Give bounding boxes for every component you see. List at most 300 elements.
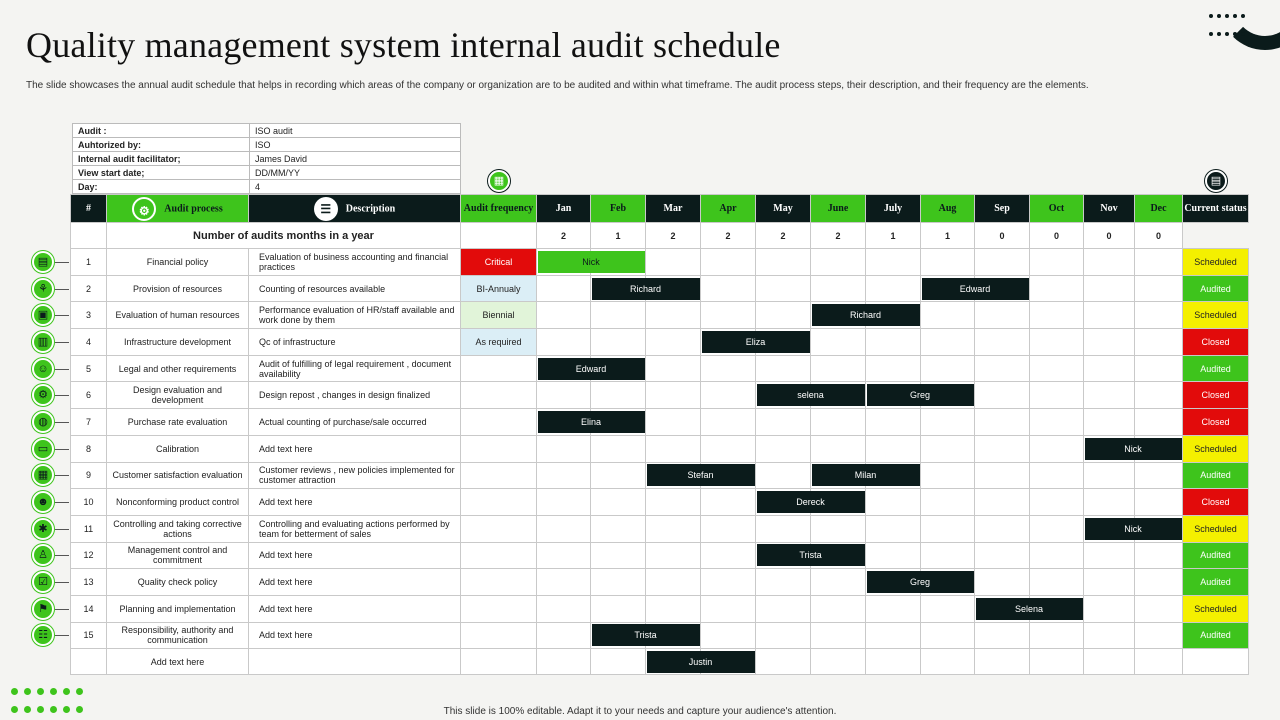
audit-process-cell: Nonconforming product control [107, 489, 249, 516]
month-cell [701, 542, 756, 569]
month-cell [756, 249, 811, 276]
table-row [71, 409, 1249, 436]
month-cell [1084, 489, 1135, 516]
status-cell: Closed [1183, 329, 1249, 356]
description-cell: Evaluation of business accounting and financial practices [249, 249, 461, 276]
month-cell [701, 382, 756, 409]
frequency-cell [461, 622, 537, 649]
month-cell [921, 515, 975, 542]
month-cell [975, 489, 1030, 516]
description-cell: Actual counting of purchase/sale occurred [249, 409, 461, 436]
description-cell: Controlling and evaluating actions performed by team for betterment of sales [249, 515, 461, 542]
connector-line [55, 609, 69, 610]
connector-line [55, 582, 69, 583]
month-cell [811, 275, 866, 302]
month-cell [756, 569, 811, 596]
frequency-cell: Biennial [461, 302, 537, 329]
month-cell [1135, 355, 1183, 382]
info-row [73, 138, 461, 152]
month-cell [1084, 275, 1135, 302]
month-cell [811, 622, 866, 649]
month-header: June [811, 195, 866, 223]
connector-line [55, 555, 69, 556]
month-cell [1030, 302, 1084, 329]
status-cell: Audited [1183, 622, 1249, 649]
month-cell [646, 569, 701, 596]
month-cell [1135, 382, 1183, 409]
month-cell [591, 435, 646, 462]
month-header: Jan [537, 195, 591, 223]
connector-line [55, 369, 69, 370]
month-cell [866, 355, 921, 382]
schedule-bar[interactable]: Eliza [702, 331, 810, 353]
schedule-bar[interactable]: Selena [976, 598, 1083, 620]
month-cell [811, 515, 866, 542]
month-count: 0 [1084, 223, 1135, 249]
month-cell [646, 435, 701, 462]
month-count: 0 [975, 223, 1030, 249]
month-cell [1084, 382, 1135, 409]
month-cell [537, 435, 591, 462]
schedule-bar[interactable]: Milan [812, 464, 920, 486]
status-cell: Closed [1183, 489, 1249, 516]
month-cell [811, 329, 866, 356]
month-cell [975, 569, 1030, 596]
month-cell [921, 542, 975, 569]
status-cell: Scheduled [1183, 595, 1249, 622]
schedule-bar[interactable]: Richard [812, 304, 920, 326]
header-description: ☰ Description [249, 195, 461, 223]
month-cell [1030, 249, 1084, 276]
connector-line [55, 289, 69, 290]
month-cell [811, 435, 866, 462]
month-cell [866, 649, 921, 675]
info-row [73, 180, 461, 194]
status-cell: Scheduled [1183, 302, 1249, 329]
calendar-icon: ▦ [488, 170, 510, 192]
month-cell [591, 489, 646, 516]
month-cell [975, 515, 1030, 542]
month-header: Oct [1030, 195, 1084, 223]
month-cell [1030, 649, 1084, 675]
schedule-bar[interactable]: Stefan [647, 464, 755, 486]
frequency-cell: BI-Annualy [461, 275, 537, 302]
month-cell [975, 249, 1030, 276]
month-cell [1135, 595, 1183, 622]
month-cell [975, 409, 1030, 436]
month-cell [756, 515, 811, 542]
info-key: Internal audit facilitator; [73, 152, 250, 166]
month-cell [1030, 409, 1084, 436]
month-cell [537, 302, 591, 329]
document-icon: ▤ [32, 251, 54, 273]
month-cell [756, 649, 811, 675]
month-cell [591, 569, 646, 596]
month-cell [537, 275, 591, 302]
flag-icon: ⚑ [32, 598, 54, 620]
row-number: 11 [71, 515, 107, 542]
list-icon: ☰ [314, 197, 338, 221]
month-cell [1135, 302, 1183, 329]
month-cell [1135, 249, 1183, 276]
month-cell [591, 649, 646, 675]
month-cell [1084, 622, 1135, 649]
row-number: 6 [71, 382, 107, 409]
meter-icon: ▭ [32, 438, 54, 460]
month-cell [1030, 329, 1084, 356]
group-icon: ☷ [32, 624, 54, 646]
description-cell: Performance evaluation of HR/staff available and work done by them [249, 302, 461, 329]
month-cell [537, 489, 591, 516]
frequency-cell [461, 489, 537, 516]
month-cell [866, 249, 921, 276]
audit-process-cell: Add text here [107, 649, 249, 675]
month-cell [975, 302, 1030, 329]
checklist-icon: ☑ [32, 571, 54, 593]
month-cell [1135, 489, 1183, 516]
month-cell [537, 382, 591, 409]
month-cell [646, 409, 701, 436]
cart-icon: ◍ [32, 411, 54, 433]
frequency-cell [461, 382, 537, 409]
month-cell [921, 595, 975, 622]
month-cell [1084, 302, 1135, 329]
status-cell: Closed [1183, 382, 1249, 409]
connector-line [55, 529, 69, 530]
people-icon: ☺ [32, 358, 54, 380]
month-cell [1084, 595, 1135, 622]
month-cell [537, 462, 591, 489]
month-cell [1084, 249, 1135, 276]
info-key: View start date; [73, 166, 250, 180]
month-cell [1030, 435, 1084, 462]
month-header: Feb [591, 195, 646, 223]
month-cell [866, 329, 921, 356]
info-value: James David [250, 152, 461, 166]
row-number: 4 [71, 329, 107, 356]
schedule-bar[interactable]: Nick [538, 251, 645, 273]
month-cell [866, 595, 921, 622]
month-cell [811, 249, 866, 276]
month-cell [1135, 329, 1183, 356]
month-header: Mar [646, 195, 701, 223]
row-number: 1 [71, 249, 107, 276]
user-icon: ☻ [32, 491, 54, 513]
schedule-bar[interactable]: Trista [757, 544, 865, 566]
schedule-bar[interactable]: Elina [538, 411, 645, 433]
month-cell [1030, 462, 1084, 489]
footer-note: This slide is 100% editable. Adapt it to your needs and capture your audience's attention. [443, 706, 837, 717]
month-cell [756, 355, 811, 382]
month-count: 1 [921, 223, 975, 249]
month-cell [1030, 489, 1084, 516]
connector-line [55, 342, 69, 343]
month-cell [701, 409, 756, 436]
status-cell: Scheduled [1183, 515, 1249, 542]
status-cell: Audited [1183, 569, 1249, 596]
table-row [71, 355, 1249, 382]
row-number: 2 [71, 275, 107, 302]
status-cell: Audited [1183, 355, 1249, 382]
month-cell [975, 649, 1030, 675]
frequency-cell: Critical [461, 249, 537, 276]
month-cell [701, 515, 756, 542]
month-cell [756, 622, 811, 649]
month-cell [1135, 409, 1183, 436]
month-cell [701, 302, 756, 329]
month-cell [866, 489, 921, 516]
month-cell [866, 622, 921, 649]
document-icon: ▤ [1205, 170, 1227, 192]
month-cell [1084, 462, 1135, 489]
schedule-bar[interactable]: Greg [867, 384, 974, 406]
row-number: 10 [71, 489, 107, 516]
month-cell [921, 649, 975, 675]
month-cell [975, 355, 1030, 382]
audit-process-cell: Controlling and taking corrective actions [107, 515, 249, 542]
month-cell [756, 275, 811, 302]
description-cell [249, 649, 461, 675]
info-value: ISO [250, 138, 461, 152]
month-cell [756, 409, 811, 436]
month-header: Dec [1135, 195, 1183, 223]
month-cell [591, 329, 646, 356]
audit-process-cell: Design evaluation and development [107, 382, 249, 409]
month-cell [591, 515, 646, 542]
row-number: 3 [71, 302, 107, 329]
month-cell [975, 542, 1030, 569]
table-row [71, 542, 1249, 569]
month-cell [975, 462, 1030, 489]
month-cell [701, 249, 756, 276]
frequency-cell [461, 649, 537, 675]
month-cell [537, 515, 591, 542]
manager-icon: ♙ [32, 544, 54, 566]
month-cell [921, 489, 975, 516]
month-cell [646, 329, 701, 356]
month-cell [537, 649, 591, 675]
month-cell [866, 409, 921, 436]
month-cell [701, 489, 756, 516]
month-cell [1135, 569, 1183, 596]
info-row [73, 124, 461, 138]
schedule-bar[interactable]: Greg [867, 571, 974, 593]
month-cell [701, 355, 756, 382]
info-row [73, 166, 461, 180]
month-cell [756, 462, 811, 489]
header-audit-process: ⚙ Audit process [107, 195, 249, 223]
month-cell [646, 542, 701, 569]
audit-process-cell: Calibration [107, 435, 249, 462]
month-header: Nov [1084, 195, 1135, 223]
frequency-cell: As required [461, 329, 537, 356]
month-cell [537, 595, 591, 622]
month-cell [537, 329, 591, 356]
month-cell [756, 302, 811, 329]
month-cell [591, 542, 646, 569]
month-cell [646, 355, 701, 382]
schedule-bar[interactable]: Richard [592, 278, 700, 300]
schedule-bar[interactable]: Nick [1085, 518, 1182, 540]
frequency-cell [461, 355, 537, 382]
connector-line [55, 449, 69, 450]
table-row [71, 302, 1249, 329]
month-count: 2 [646, 223, 701, 249]
month-cell [811, 409, 866, 436]
audit-process-cell: Legal and other requirements [107, 355, 249, 382]
clipboard-icon: ▣ [32, 304, 54, 326]
description-cell: Customer reviews , new policies implemented for customer attraction [249, 462, 461, 489]
audit-process-cell: Infrastructure development [107, 329, 249, 356]
status-cell: Audited [1183, 275, 1249, 302]
info-key: Audit : [73, 124, 250, 138]
month-cell [646, 515, 701, 542]
frequency-cell [461, 542, 537, 569]
schedule-bar[interactable]: Edward [538, 358, 645, 380]
month-cell [1084, 329, 1135, 356]
month-cell [1135, 542, 1183, 569]
schedule-bar[interactable]: Justin [647, 651, 755, 673]
audit-process-cell: Customer satisfaction evaluation [107, 462, 249, 489]
month-cell [866, 542, 921, 569]
building-icon: ▥ [32, 331, 54, 353]
description-cell: Add text here [249, 435, 461, 462]
settings-icon: ⚙ [32, 384, 54, 406]
table-row [71, 435, 1249, 462]
audit-process-cell: Responsibility, authority and communication [107, 622, 249, 649]
month-cell [921, 435, 975, 462]
status-cell: Scheduled [1183, 435, 1249, 462]
schedule-bar[interactable]: Dereck [757, 491, 865, 513]
month-cell [975, 622, 1030, 649]
description-cell: Design repost , changes in design finalized [249, 382, 461, 409]
month-cell [646, 489, 701, 516]
page-subtitle: The slide showcases the annual audit schedule that helps in recording which areas of the company or organization are to be audited and within what timeframe. The audit process steps, their description, and their frequency are the elements. [26, 80, 1089, 91]
connector-line [55, 475, 69, 476]
month-count: 2 [811, 223, 866, 249]
month-cell [756, 595, 811, 622]
schedule-bar[interactable]: Edward [922, 278, 1029, 300]
audit-process-cell: Provision of resources [107, 275, 249, 302]
month-cell [866, 435, 921, 462]
month-cell [1084, 409, 1135, 436]
month-cell [591, 462, 646, 489]
frequency-cell [461, 569, 537, 596]
frequency-cell [461, 595, 537, 622]
month-cell [975, 329, 1030, 356]
month-cell [1135, 462, 1183, 489]
month-cell [646, 382, 701, 409]
table-row [71, 249, 1249, 276]
schedule-bar[interactable]: Nick [1085, 438, 1182, 460]
month-count: 2 [756, 223, 811, 249]
table-row [71, 515, 1249, 542]
info-value: ISO audit [250, 124, 461, 138]
month-cell [591, 382, 646, 409]
month-cell [1135, 275, 1183, 302]
month-cell [1084, 569, 1135, 596]
month-cell [921, 329, 975, 356]
summary-label: Number of audits months in a year [107, 223, 461, 249]
month-cell [537, 542, 591, 569]
connector-line [55, 395, 69, 396]
info-value: 4 [250, 180, 461, 194]
row-number: 7 [71, 409, 107, 436]
month-cell [975, 435, 1030, 462]
description-cell: Counting of resources available [249, 275, 461, 302]
header-current-status: Current status [1183, 195, 1249, 223]
audit-process-cell: Management control and commitment [107, 542, 249, 569]
row-number: 9 [71, 462, 107, 489]
header-num: # [71, 195, 107, 223]
connector-line [55, 422, 69, 423]
row-number: 12 [71, 542, 107, 569]
network-icon: ⚘ [32, 278, 54, 300]
month-cell [921, 409, 975, 436]
audit-process-cell: Evaluation of human resources [107, 302, 249, 329]
team-icon: ✱ [32, 518, 54, 540]
month-header: Sep [975, 195, 1030, 223]
status-cell: Closed [1183, 409, 1249, 436]
row-number: 8 [71, 435, 107, 462]
dots-decoration [1207, 6, 1247, 42]
info-key: Day: [73, 180, 250, 194]
month-cell [1084, 542, 1135, 569]
description-cell: Add text here [249, 542, 461, 569]
month-count: 2 [537, 223, 591, 249]
info-key: Auhtorized by: [73, 138, 250, 152]
description-cell: Add text here [249, 569, 461, 596]
month-cell [866, 515, 921, 542]
description-cell: Audit of fulfilling of legal requirement , document availability [249, 355, 461, 382]
month-count: 1 [866, 223, 921, 249]
description-cell: Add text here [249, 489, 461, 516]
info-row [73, 152, 461, 166]
connector-line [55, 262, 69, 263]
info-value: DD/MM/YY [250, 166, 461, 180]
status-cell: Audited [1183, 462, 1249, 489]
grid-icon: ▦ [32, 464, 54, 486]
month-cell [701, 595, 756, 622]
month-cell [1135, 649, 1183, 675]
month-cell [701, 275, 756, 302]
month-count: 0 [1030, 223, 1084, 249]
month-cell [591, 595, 646, 622]
month-cell [1030, 515, 1084, 542]
month-cell [1030, 275, 1084, 302]
month-cell [701, 435, 756, 462]
month-cell [1030, 382, 1084, 409]
row-number: 15 [71, 622, 107, 649]
month-cell [921, 302, 975, 329]
schedule-bar[interactable]: Trista [592, 624, 700, 646]
month-cell [646, 249, 701, 276]
audit-process-cell: Planning and implementation [107, 595, 249, 622]
month-cell [537, 569, 591, 596]
month-cell [921, 462, 975, 489]
month-count: 2 [701, 223, 756, 249]
month-cell [1030, 569, 1084, 596]
month-cell [646, 302, 701, 329]
month-cell [975, 382, 1030, 409]
month-cell [866, 275, 921, 302]
frequency-cell [461, 462, 537, 489]
month-cell [1030, 622, 1084, 649]
audit-info-table [72, 123, 461, 194]
schedule-bar[interactable]: selena [757, 384, 865, 406]
month-cell [646, 595, 701, 622]
status-cell: Scheduled [1183, 249, 1249, 276]
